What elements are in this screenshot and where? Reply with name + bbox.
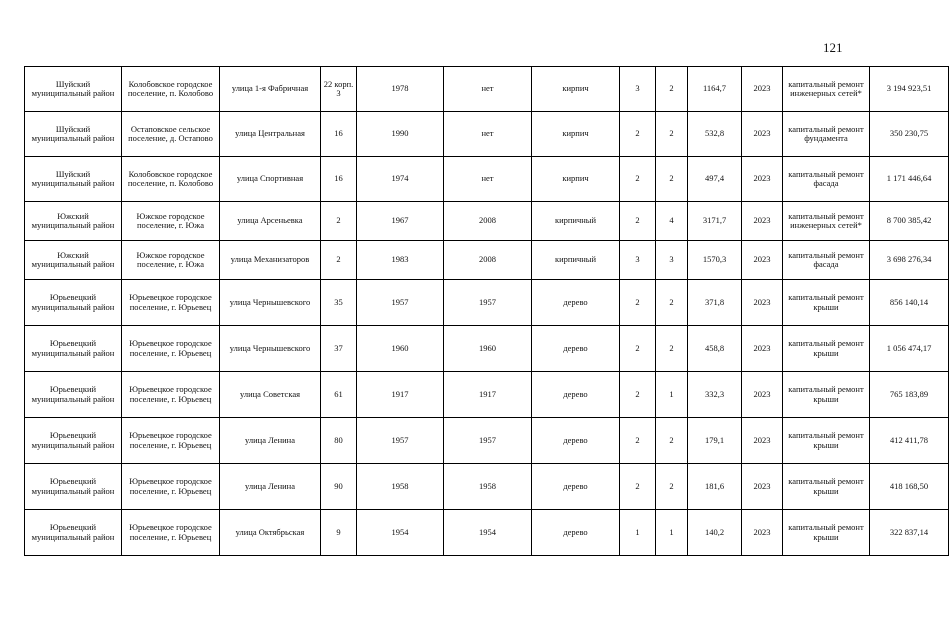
- wall-material-cell: дерево: [532, 280, 620, 326]
- plan-year-cell: 2023: [742, 280, 783, 326]
- repair-type-cell: капитальный ремонт крыши: [783, 418, 870, 464]
- repair-registry-table: [24, 66, 949, 556]
- build-year-cell: 1990: [357, 112, 444, 157]
- plan-year-cell: 2023: [742, 326, 783, 372]
- wall-material-cell: дерево: [532, 510, 620, 556]
- build-year-cell: 1974: [357, 157, 444, 202]
- area-cell: 140,2: [688, 510, 742, 556]
- house-number-cell: 9: [321, 510, 357, 556]
- repair-type-cell: капитальный ремонт фундамента: [783, 112, 870, 157]
- reconstruction-year-cell: 1960: [444, 326, 532, 372]
- settlement-cell: Остаповское сельское поселение, д. Остапово: [122, 112, 220, 157]
- floors-cell: 2: [620, 202, 656, 241]
- settlement-cell: Юрьевецкое городское поселение, г. Юрьевец: [122, 280, 220, 326]
- floors-cell: 2: [620, 464, 656, 510]
- settlement-cell: Юрьевецкое городское поселение, г. Юрьевец: [122, 464, 220, 510]
- wall-material-cell: кирпичный: [532, 202, 620, 241]
- street-cell: улица Механизаторов: [220, 241, 321, 280]
- district-cell: Юрьевецкий муниципальный район: [25, 372, 122, 418]
- house-number-cell: 2: [321, 202, 357, 241]
- street-cell: улица 1-я Фабричная: [220, 67, 321, 112]
- district-cell: Шуйский муниципальный район: [25, 67, 122, 112]
- reconstruction-year-cell: 1957: [444, 418, 532, 464]
- build-year-cell: 1983: [357, 241, 444, 280]
- floors-cell: 2: [620, 326, 656, 372]
- entrances-cell: 1: [656, 372, 688, 418]
- repair-type-cell: капитальный ремонт крыши: [783, 372, 870, 418]
- house-number-cell: 37: [321, 326, 357, 372]
- wall-material-cell: дерево: [532, 418, 620, 464]
- settlement-cell: Южское городское поселение, г. Южа: [122, 241, 220, 280]
- district-cell: Юрьевецкий муниципальный район: [25, 280, 122, 326]
- build-year-cell: 1960: [357, 326, 444, 372]
- reconstruction-year-cell: 2008: [444, 202, 532, 241]
- area-cell: 497,4: [688, 157, 742, 202]
- floors-cell: 2: [620, 280, 656, 326]
- wall-material-cell: дерево: [532, 464, 620, 510]
- reconstruction-year-cell: 1917: [444, 372, 532, 418]
- wall-material-cell: дерево: [532, 372, 620, 418]
- plan-year-cell: 2023: [742, 67, 783, 112]
- reconstruction-year-cell: 1957: [444, 280, 532, 326]
- reconstruction-year-cell: нет: [444, 112, 532, 157]
- floors-cell: 3: [620, 67, 656, 112]
- build-year-cell: 1967: [357, 202, 444, 241]
- floors-cell: 1: [620, 510, 656, 556]
- area-cell: 371,8: [688, 280, 742, 326]
- reconstruction-year-cell: нет: [444, 67, 532, 112]
- district-cell: Юрьевецкий муниципальный район: [25, 418, 122, 464]
- wall-material-cell: кирпич: [532, 157, 620, 202]
- settlement-cell: Юрьевецкое городское поселение, г. Юрьевец: [122, 372, 220, 418]
- plan-year-cell: 2023: [742, 464, 783, 510]
- street-cell: улица Спортивная: [220, 157, 321, 202]
- entrances-cell: 2: [656, 67, 688, 112]
- house-number-cell: 35: [321, 280, 357, 326]
- district-cell: Юрьевецкий муниципальный район: [25, 464, 122, 510]
- plan-year-cell: 2023: [742, 241, 783, 280]
- table-row: [25, 241, 949, 280]
- house-number-cell: 61: [321, 372, 357, 418]
- wall-material-cell: кирпич: [532, 112, 620, 157]
- reconstruction-year-cell: 1954: [444, 510, 532, 556]
- house-number-cell: 16: [321, 112, 357, 157]
- build-year-cell: 1917: [357, 372, 444, 418]
- area-cell: 1570,3: [688, 241, 742, 280]
- build-year-cell: 1957: [357, 418, 444, 464]
- plan-year-cell: 2023: [742, 372, 783, 418]
- area-cell: 3171,7: [688, 202, 742, 241]
- settlement-cell: Юрьевецкое городское поселение, г. Юрьевец: [122, 418, 220, 464]
- repair-type-cell: капитальный ремонт крыши: [783, 464, 870, 510]
- table-row: [25, 326, 949, 372]
- floors-cell: 2: [620, 372, 656, 418]
- cost-cell: 1 056 474,17: [870, 326, 949, 372]
- cost-cell: 350 230,75: [870, 112, 949, 157]
- table-row: [25, 67, 949, 112]
- build-year-cell: 1954: [357, 510, 444, 556]
- house-number-cell: 90: [321, 464, 357, 510]
- district-cell: Южский муниципальный район: [25, 202, 122, 241]
- district-cell: Юрьевецкий муниципальный район: [25, 326, 122, 372]
- build-year-cell: 1957: [357, 280, 444, 326]
- area-cell: 458,8: [688, 326, 742, 372]
- cost-cell: 322 837,14: [870, 510, 949, 556]
- entrances-cell: 2: [656, 280, 688, 326]
- entrances-cell: 3: [656, 241, 688, 280]
- table-row: [25, 510, 949, 556]
- street-cell: улица Чернышевского: [220, 326, 321, 372]
- table-row: [25, 372, 949, 418]
- street-cell: улица Центральная: [220, 112, 321, 157]
- floors-cell: 2: [620, 157, 656, 202]
- cost-cell: 412 411,78: [870, 418, 949, 464]
- district-cell: Юрьевецкий муниципальный район: [25, 510, 122, 556]
- cost-cell: 856 140,14: [870, 280, 949, 326]
- entrances-cell: 2: [656, 326, 688, 372]
- plan-year-cell: 2023: [742, 202, 783, 241]
- area-cell: 181,6: [688, 464, 742, 510]
- table-row: [25, 464, 949, 510]
- plan-year-cell: 2023: [742, 112, 783, 157]
- repair-type-cell: капитальный ремонт фасада: [783, 157, 870, 202]
- settlement-cell: Колобовское городское поселение, п. Колобово: [122, 67, 220, 112]
- floors-cell: 3: [620, 241, 656, 280]
- build-year-cell: 1978: [357, 67, 444, 112]
- plan-year-cell: 2023: [742, 418, 783, 464]
- floors-cell: 2: [620, 112, 656, 157]
- street-cell: улица Советская: [220, 372, 321, 418]
- district-cell: Шуйский муниципальный район: [25, 112, 122, 157]
- settlement-cell: Южское городское поселение, г. Южа: [122, 202, 220, 241]
- entrances-cell: 2: [656, 418, 688, 464]
- settlement-cell: Юрьевецкое городское поселение, г. Юрьевец: [122, 510, 220, 556]
- house-number-cell: 22 корп. 3: [321, 67, 357, 112]
- plan-year-cell: 2023: [742, 157, 783, 202]
- table-row: [25, 112, 949, 157]
- table-body: [25, 67, 949, 556]
- cost-cell: 1 171 446,64: [870, 157, 949, 202]
- repair-type-cell: капитальный ремонт крыши: [783, 326, 870, 372]
- street-cell: улица Арсеньевка: [220, 202, 321, 241]
- street-cell: улица Ленина: [220, 464, 321, 510]
- reconstruction-year-cell: нет: [444, 157, 532, 202]
- table-row: [25, 418, 949, 464]
- table-row: [25, 157, 949, 202]
- cost-cell: 3 698 276,34: [870, 241, 949, 280]
- house-number-cell: 16: [321, 157, 357, 202]
- repair-type-cell: капитальный ремонт инженерных сетей*: [783, 67, 870, 112]
- plan-year-cell: 2023: [742, 510, 783, 556]
- area-cell: 1164,7: [688, 67, 742, 112]
- district-cell: Южский муниципальный район: [25, 241, 122, 280]
- settlement-cell: Колобовское городское поселение, п. Колобово: [122, 157, 220, 202]
- cost-cell: 8 700 385,42: [870, 202, 949, 241]
- repair-type-cell: капитальный ремонт крыши: [783, 510, 870, 556]
- cost-cell: 765 183,89: [870, 372, 949, 418]
- settlement-cell: Юрьевецкое городское поселение, г. Юрьевец: [122, 326, 220, 372]
- table-row: [25, 280, 949, 326]
- reconstruction-year-cell: 2008: [444, 241, 532, 280]
- entrances-cell: 1: [656, 510, 688, 556]
- area-cell: 332,3: [688, 372, 742, 418]
- wall-material-cell: кирпичный: [532, 241, 620, 280]
- table-row: [25, 202, 949, 241]
- wall-material-cell: кирпич: [532, 67, 620, 112]
- entrances-cell: 2: [656, 157, 688, 202]
- reconstruction-year-cell: 1958: [444, 464, 532, 510]
- entrances-cell: 4: [656, 202, 688, 241]
- floors-cell: 2: [620, 418, 656, 464]
- street-cell: улица Ленина: [220, 418, 321, 464]
- repair-type-cell: капитальный ремонт крыши: [783, 280, 870, 326]
- cost-cell: 3 194 923,51: [870, 67, 949, 112]
- page-number: 121: [823, 40, 843, 55]
- entrances-cell: 2: [656, 112, 688, 157]
- area-cell: 532,8: [688, 112, 742, 157]
- cost-cell: 418 168,50: [870, 464, 949, 510]
- street-cell: улица Октябрьская: [220, 510, 321, 556]
- build-year-cell: 1958: [357, 464, 444, 510]
- street-cell: улица Чернышевского: [220, 280, 321, 326]
- repair-type-cell: капитальный ремонт инженерных сетей*: [783, 202, 870, 241]
- repair-type-cell: капитальный ремонт фасада: [783, 241, 870, 280]
- area-cell: 179,1: [688, 418, 742, 464]
- house-number-cell: 2: [321, 241, 357, 280]
- house-number-cell: 80: [321, 418, 357, 464]
- district-cell: Шуйский муниципальный район: [25, 157, 122, 202]
- wall-material-cell: дерево: [532, 326, 620, 372]
- entrances-cell: 2: [656, 464, 688, 510]
